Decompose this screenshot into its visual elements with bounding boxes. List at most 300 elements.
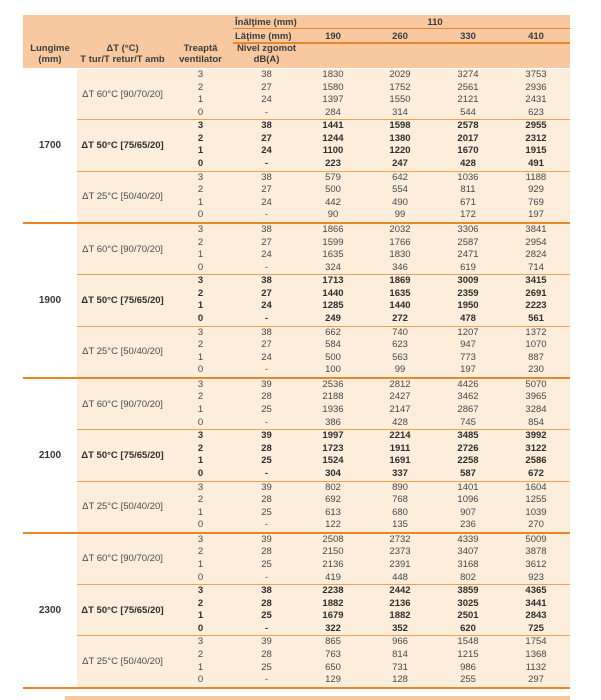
table-cell: 2578 bbox=[457, 120, 479, 132]
table-cell: 27 bbox=[261, 132, 272, 144]
table-row bbox=[168, 107, 570, 120]
table-cell: 3009 bbox=[457, 275, 479, 287]
table-cell: 2 bbox=[197, 184, 204, 196]
table-cell: 1598 bbox=[389, 120, 411, 132]
table-row bbox=[168, 494, 570, 507]
table-row bbox=[168, 364, 570, 377]
table-cell: 3168 bbox=[457, 558, 479, 570]
col-header-treapta-line2: ventilator bbox=[179, 54, 222, 65]
table-cell: 1244 bbox=[322, 132, 344, 144]
table-cell: 2373 bbox=[389, 546, 411, 558]
table-cell: 27 bbox=[261, 184, 272, 196]
lungime-cell: 1700 bbox=[23, 69, 77, 222]
table-cell: 731 bbox=[392, 661, 408, 673]
table-cell: 2954 bbox=[525, 236, 547, 248]
table-cell: - bbox=[264, 209, 269, 221]
table-cell: 650 bbox=[325, 661, 341, 673]
table-row bbox=[168, 559, 570, 572]
table-cell: 386 bbox=[325, 416, 341, 428]
table-cell: 865 bbox=[325, 636, 341, 648]
delta-t-label: ΔT 25°C [50/40/20] bbox=[82, 191, 163, 203]
table-cell: - bbox=[264, 416, 269, 428]
table-row bbox=[168, 636, 570, 649]
delta-t-label: ΔT 50°C [75/65/20] bbox=[81, 139, 164, 151]
table-cell: 0 bbox=[197, 622, 204, 634]
table-cell: 887 bbox=[528, 351, 544, 363]
table-cell: 230 bbox=[528, 364, 544, 376]
table-row bbox=[168, 209, 570, 222]
table-cell: 0 bbox=[197, 312, 204, 324]
table-cell: 2732 bbox=[389, 533, 411, 545]
table-cell: 2812 bbox=[389, 378, 411, 390]
table-cell: 561 bbox=[528, 312, 544, 324]
table-cell: 1830 bbox=[389, 249, 411, 261]
table-cell: 1036 bbox=[457, 171, 479, 183]
table-cell: 491 bbox=[528, 158, 544, 170]
table-cell: 322 bbox=[325, 622, 341, 634]
table-cell: 2501 bbox=[457, 610, 479, 622]
table-cell: 620 bbox=[460, 622, 476, 634]
table-row bbox=[168, 443, 570, 456]
table-cell: 28 bbox=[261, 391, 272, 403]
table-cell: 448 bbox=[392, 571, 408, 583]
table-cell: 0 bbox=[197, 467, 204, 479]
table-cell: 3462 bbox=[457, 391, 479, 403]
delta-t-group bbox=[77, 635, 570, 686]
table-cell: 2 bbox=[197, 339, 204, 351]
table-cell: 1401 bbox=[457, 481, 479, 493]
table-cell: 2223 bbox=[525, 300, 547, 312]
table-cell: 0 bbox=[197, 519, 204, 531]
table-cell: 4339 bbox=[457, 533, 479, 545]
inaltime-label: Înălţime (mm) bbox=[235, 17, 297, 28]
table-row bbox=[168, 275, 570, 288]
table-cell: 1766 bbox=[389, 236, 411, 248]
table-cell: 2536 bbox=[322, 378, 344, 390]
table-cell: 3859 bbox=[457, 585, 479, 597]
table-row bbox=[168, 224, 570, 237]
table-cell: 1 bbox=[197, 249, 204, 261]
table-cell: - bbox=[264, 158, 269, 170]
table-cell: 725 bbox=[528, 622, 544, 634]
table-cell: 2 bbox=[197, 442, 204, 454]
table-row bbox=[168, 417, 570, 430]
delta-t-label: ΔT 25°C [50/40/20] bbox=[82, 501, 163, 513]
table-cell: 2 bbox=[197, 597, 204, 609]
table-cell: 623 bbox=[528, 106, 544, 118]
table-cell: - bbox=[264, 622, 269, 634]
table-cell: - bbox=[264, 312, 269, 324]
table-cell: 1635 bbox=[389, 287, 411, 299]
table-cell: 90 bbox=[327, 209, 339, 221]
table-cell: 38 bbox=[261, 275, 272, 287]
length-block-1700 bbox=[23, 69, 570, 222]
table-cell: 0 bbox=[197, 158, 204, 170]
table-cell: 2032 bbox=[389, 223, 411, 235]
table-cell: 584 bbox=[325, 339, 341, 351]
table-cell: 24 bbox=[261, 196, 272, 208]
table-cell: 890 bbox=[392, 481, 408, 493]
table-cell: 337 bbox=[392, 467, 408, 479]
table-cell: 1635 bbox=[322, 249, 344, 261]
table-cell: 1 bbox=[197, 196, 204, 208]
table-row bbox=[168, 133, 570, 146]
col-header-delta-t bbox=[77, 43, 168, 65]
delta-t-label: ΔT 60°C [90/70/20] bbox=[82, 398, 163, 410]
table-cell: 25 bbox=[261, 455, 272, 467]
table-cell: 2691 bbox=[525, 287, 547, 299]
header-row-inaltime bbox=[233, 15, 570, 29]
table-cell: 3025 bbox=[457, 597, 479, 609]
table-cell: 923 bbox=[528, 571, 544, 583]
table-row bbox=[168, 288, 570, 301]
table-cell: 1524 bbox=[322, 455, 344, 467]
table-cell: - bbox=[264, 571, 269, 583]
table-cell: 2214 bbox=[389, 430, 411, 442]
table-cell: 1441 bbox=[322, 120, 344, 132]
table-cell: 3 bbox=[197, 326, 204, 338]
table-cell: 28 bbox=[261, 546, 272, 558]
table-cell: 3485 bbox=[457, 430, 479, 442]
table-cell: 1882 bbox=[322, 597, 344, 609]
table-cell: 2029 bbox=[389, 69, 411, 80]
table-cell: 1866 bbox=[322, 223, 344, 235]
table-cell: 2121 bbox=[457, 94, 479, 106]
table-cell: 223 bbox=[325, 158, 341, 170]
inaltime-value: 110 bbox=[427, 17, 443, 28]
table-row bbox=[168, 610, 570, 623]
table-row bbox=[168, 662, 570, 675]
table-cell: 3965 bbox=[525, 391, 547, 403]
table-cell: 3841 bbox=[525, 223, 547, 235]
table-cell: 2 bbox=[197, 546, 204, 558]
table-cell: 802 bbox=[325, 481, 341, 493]
delta-t-group bbox=[77, 584, 570, 635]
table-cell: 554 bbox=[392, 184, 408, 196]
table-cell: 3 bbox=[197, 171, 204, 183]
table-cell: 3 bbox=[197, 378, 204, 390]
table-cell: 1548 bbox=[457, 636, 479, 648]
table-cell: 3306 bbox=[457, 223, 479, 235]
next-table-header-sliver bbox=[65, 696, 570, 700]
table-cell: 811 bbox=[460, 184, 476, 196]
table-row bbox=[168, 82, 570, 95]
group-rows bbox=[168, 120, 570, 170]
group-rows bbox=[168, 636, 570, 686]
header-row-latime bbox=[233, 29, 570, 44]
table-cell: - bbox=[264, 674, 269, 686]
table-cell: 25 bbox=[261, 506, 272, 518]
table-cell: 1096 bbox=[457, 494, 479, 506]
table-row bbox=[168, 69, 570, 82]
table-cell: 3 bbox=[197, 533, 204, 545]
table-cell: 25 bbox=[261, 610, 272, 622]
table-cell: 1713 bbox=[322, 275, 344, 287]
table-cell: 1950 bbox=[457, 300, 479, 312]
group-rows bbox=[168, 534, 570, 584]
delta-t-group bbox=[77, 534, 570, 584]
table-cell: 2147 bbox=[389, 404, 411, 416]
table-cell: 769 bbox=[528, 196, 544, 208]
table-cell: 500 bbox=[325, 184, 341, 196]
table-cell: 1 bbox=[197, 94, 204, 106]
table-cell: 672 bbox=[528, 467, 544, 479]
table-cell: 197 bbox=[460, 364, 476, 376]
table-cell: 1580 bbox=[322, 81, 344, 93]
group-rows bbox=[168, 275, 570, 325]
table-cell: 3284 bbox=[525, 404, 547, 416]
delta-t-group bbox=[77, 69, 570, 119]
table-cell: 25 bbox=[261, 661, 272, 673]
table-cell: 854 bbox=[528, 416, 544, 428]
table-row bbox=[168, 145, 570, 158]
table-cell: 1869 bbox=[389, 275, 411, 287]
table-row bbox=[168, 158, 570, 171]
table-row bbox=[168, 249, 570, 262]
table-cell: 3992 bbox=[525, 430, 547, 442]
table-cell: 2586 bbox=[525, 455, 547, 467]
table-cell: 1070 bbox=[525, 339, 547, 351]
table-cell: 304 bbox=[325, 467, 341, 479]
table-cell: 1 bbox=[197, 145, 204, 157]
table-cell: - bbox=[264, 467, 269, 479]
table-cell: 1 bbox=[197, 610, 204, 622]
table-cell: 38 bbox=[261, 120, 272, 132]
table-cell: 3 bbox=[197, 223, 204, 235]
table-row bbox=[168, 623, 570, 636]
table-cell: 1 bbox=[197, 661, 204, 673]
table-cell: 1039 bbox=[525, 506, 547, 518]
table-row bbox=[168, 172, 570, 185]
table-cell: 5009 bbox=[525, 533, 547, 545]
table-cell: - bbox=[264, 106, 269, 118]
table-cell: 986 bbox=[460, 661, 476, 673]
table-cell: 2431 bbox=[525, 94, 547, 106]
table-cell: 39 bbox=[261, 533, 272, 545]
table-cell: 135 bbox=[392, 519, 408, 531]
table-cell: 25 bbox=[261, 404, 272, 416]
table-cell: 671 bbox=[460, 196, 476, 208]
table-cell: 2561 bbox=[457, 81, 479, 93]
delta-t-group bbox=[77, 481, 570, 532]
table-cell: 236 bbox=[460, 519, 476, 531]
table-cell: 1368 bbox=[525, 649, 547, 661]
table-cell: 478 bbox=[460, 312, 476, 324]
table-row bbox=[168, 237, 570, 250]
table-row bbox=[168, 598, 570, 611]
group-rows bbox=[168, 327, 570, 377]
length-block-1900 bbox=[23, 222, 570, 377]
table-cell: 428 bbox=[460, 158, 476, 170]
table-cell: 763 bbox=[325, 649, 341, 661]
latime-value-330: 330 bbox=[460, 31, 476, 42]
table-row bbox=[168, 352, 570, 365]
delta-t-group bbox=[77, 429, 570, 480]
table-cell: 2843 bbox=[525, 610, 547, 622]
table-cell: 24 bbox=[261, 249, 272, 261]
table-cell: 1723 bbox=[322, 442, 344, 454]
table-cell: 249 bbox=[325, 312, 341, 324]
table-row bbox=[168, 339, 570, 352]
table-cell: 27 bbox=[261, 236, 272, 248]
table-cell: 39 bbox=[261, 430, 272, 442]
table-cell: 773 bbox=[460, 351, 476, 363]
table-cell: 544 bbox=[460, 106, 476, 118]
table-cell: - bbox=[264, 261, 269, 273]
table-cell: 419 bbox=[325, 571, 341, 583]
table-row bbox=[168, 546, 570, 559]
table-cell: 619 bbox=[460, 261, 476, 273]
table-row bbox=[168, 482, 570, 495]
delta-t-group bbox=[77, 326, 570, 377]
table-cell: 740 bbox=[392, 326, 408, 338]
table-cell: 1 bbox=[197, 351, 204, 363]
table-cell: 172 bbox=[460, 209, 476, 221]
table-cell: 1100 bbox=[322, 145, 344, 157]
table-cell: 314 bbox=[392, 106, 408, 118]
delta-t-label: ΔT 50°C [75/65/20] bbox=[81, 294, 164, 306]
table-cell: 3407 bbox=[457, 546, 479, 558]
table-cell: 714 bbox=[528, 261, 544, 273]
table-row bbox=[168, 430, 570, 443]
table-cell: 0 bbox=[197, 261, 204, 273]
table-cell: 2 bbox=[197, 649, 204, 661]
table-cell: 587 bbox=[460, 467, 476, 479]
table-row bbox=[168, 379, 570, 392]
table-cell: 745 bbox=[460, 416, 476, 428]
table-cell: 2867 bbox=[457, 404, 479, 416]
table-cell: 0 bbox=[197, 209, 204, 221]
table-cell: 2427 bbox=[389, 391, 411, 403]
table-cell: 1830 bbox=[322, 69, 344, 80]
table-cell: 2359 bbox=[457, 287, 479, 299]
delta-t-group bbox=[77, 274, 570, 325]
table-cell: 2955 bbox=[525, 120, 547, 132]
table-cell: 1915 bbox=[525, 145, 547, 157]
table-cell: 907 bbox=[460, 506, 476, 518]
table-cell: 500 bbox=[325, 351, 341, 363]
delta-t-label: ΔT 60°C [90/70/20] bbox=[82, 88, 163, 100]
col-header-nivel-line2: dB(A) bbox=[253, 54, 280, 65]
table-cell: 1397 bbox=[322, 94, 344, 106]
table-cell: - bbox=[264, 364, 269, 376]
table-cell: 1670 bbox=[457, 145, 479, 157]
table-cell: 1 bbox=[197, 558, 204, 570]
col-header-delta-t-line2: T tur/T retur/T amb bbox=[80, 54, 165, 65]
table-cell: 39 bbox=[261, 636, 272, 648]
table-row bbox=[168, 468, 570, 481]
table-cell: 1 bbox=[197, 404, 204, 416]
delta-t-label: ΔT 25°C [50/40/20] bbox=[82, 346, 163, 358]
table-cell: 1882 bbox=[389, 610, 411, 622]
table-cell: 3 bbox=[197, 69, 204, 80]
table-row bbox=[168, 120, 570, 133]
table-cell: 38 bbox=[261, 585, 272, 597]
table-cell: 947 bbox=[460, 339, 476, 351]
delta-t-groups bbox=[77, 224, 570, 377]
table-row bbox=[168, 674, 570, 687]
group-rows bbox=[168, 482, 570, 532]
lungime-cell: 2100 bbox=[23, 379, 77, 532]
delta-t-label: ΔT 50°C [75/65/20] bbox=[81, 449, 164, 461]
table-row bbox=[168, 94, 570, 107]
table-cell: 122 bbox=[325, 519, 341, 531]
lungime-cell: 1900 bbox=[23, 224, 77, 377]
table-cell: 1285 bbox=[322, 300, 344, 312]
table-cell: 0 bbox=[197, 364, 204, 376]
table-cell: 28 bbox=[261, 442, 272, 454]
table-cell: 662 bbox=[325, 326, 341, 338]
table-cell: 613 bbox=[325, 506, 341, 518]
table-cell: 3122 bbox=[525, 442, 547, 454]
table-cell: 2188 bbox=[322, 391, 344, 403]
table-cell: 5070 bbox=[525, 378, 547, 390]
table-cell: 2726 bbox=[457, 442, 479, 454]
length-block-2100 bbox=[23, 377, 570, 532]
table-row bbox=[168, 519, 570, 532]
delta-t-groups bbox=[77, 69, 570, 222]
delta-t-label: ΔT 60°C [90/70/20] bbox=[82, 243, 163, 255]
table-cell: 966 bbox=[392, 636, 408, 648]
table-cell: 1380 bbox=[389, 132, 411, 144]
table-cell: 39 bbox=[261, 378, 272, 390]
table-cell: 27 bbox=[261, 339, 272, 351]
table-cell: 2 bbox=[197, 494, 204, 506]
table-cell: 1 bbox=[197, 506, 204, 518]
group-rows bbox=[168, 585, 570, 635]
col-header-nivel-zgomot bbox=[233, 43, 300, 65]
col-header-treapta-line1: Treaptă bbox=[183, 43, 218, 54]
table-cell: 129 bbox=[325, 674, 341, 686]
table-cell: 3878 bbox=[525, 546, 547, 558]
table-cell: 1440 bbox=[389, 300, 411, 312]
radiator-output-table bbox=[23, 15, 570, 689]
table-cell: 24 bbox=[261, 351, 272, 363]
table-cell: 1 bbox=[197, 300, 204, 312]
table-cell: 0 bbox=[197, 674, 204, 686]
table-cell: 39 bbox=[261, 481, 272, 493]
table-cell: 2150 bbox=[322, 546, 344, 558]
table-header bbox=[23, 15, 570, 69]
table-cell: 2 bbox=[197, 132, 204, 144]
table-cell: 100 bbox=[325, 364, 341, 376]
group-rows bbox=[168, 379, 570, 429]
table-row bbox=[168, 649, 570, 662]
table-cell: 1754 bbox=[525, 636, 547, 648]
table-cell: 1752 bbox=[389, 81, 411, 93]
table-cell: 1997 bbox=[322, 430, 344, 442]
table-cell: 3 bbox=[197, 275, 204, 287]
table-cell: 428 bbox=[392, 416, 408, 428]
latime-label: Lăţime (mm) bbox=[235, 31, 292, 42]
table-row bbox=[168, 391, 570, 404]
col-header-lungime-line2: (mm) bbox=[38, 54, 62, 65]
table-cell: 1604 bbox=[525, 481, 547, 493]
latime-value-260: 260 bbox=[392, 31, 408, 42]
table-cell: 768 bbox=[392, 494, 408, 506]
table-row bbox=[168, 572, 570, 585]
col-header-nivel-line1: Nivel zgomot bbox=[236, 43, 297, 54]
table-cell: 1936 bbox=[322, 404, 344, 416]
delta-t-groups bbox=[77, 379, 570, 532]
table-cell: 2587 bbox=[457, 236, 479, 248]
table-row bbox=[168, 262, 570, 275]
table-cell: 0 bbox=[197, 416, 204, 428]
table-cell: 1207 bbox=[457, 326, 479, 338]
table-cell: 28 bbox=[261, 597, 272, 609]
table-cell: 99 bbox=[394, 364, 406, 376]
table-cell: 99 bbox=[394, 209, 406, 221]
